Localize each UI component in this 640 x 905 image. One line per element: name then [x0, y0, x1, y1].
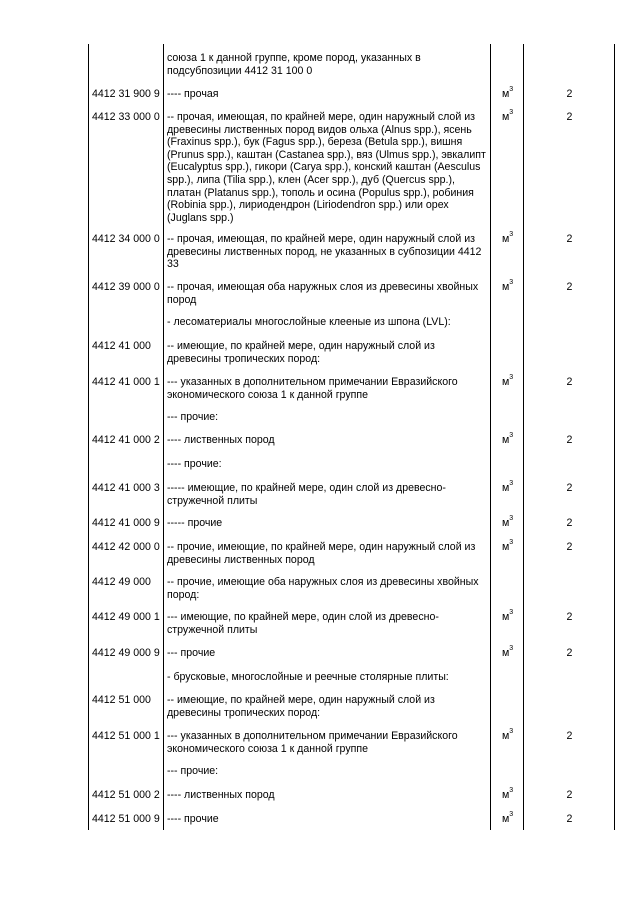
column-divider-code-desc [163, 44, 164, 830]
duty-rate: 2 [566, 434, 573, 446]
tnved-code: 4412 51 000 9 [92, 813, 160, 825]
tnved-code: 4412 49 000 [92, 576, 151, 588]
unit-superscript: 3 [509, 374, 514, 382]
tnved-code: 4412 33 000 0 [92, 111, 160, 123]
unit-superscript: 3 [509, 515, 514, 523]
unit-of-measure [502, 789, 522, 802]
unit-of-measure [502, 434, 522, 447]
tnved-code: 4412 42 000 0 [92, 541, 160, 553]
duty-rate: 2 [566, 611, 573, 623]
goods-description: - лесоматериалы многослойные клееные из шпона (LVL): [167, 316, 451, 328]
unit-of-measure [502, 647, 522, 660]
unit-of-measure [502, 88, 522, 101]
unit-base: м [502, 789, 510, 801]
goods-description: --- прочие: [167, 411, 219, 423]
unit-base: м [502, 233, 510, 245]
unit-base: м [502, 111, 510, 123]
unit-superscript: 3 [509, 539, 514, 547]
unit-base: м [502, 434, 510, 446]
unit-superscript: 3 [509, 480, 514, 488]
unit-of-measure [502, 281, 522, 294]
unit-base: м [502, 541, 510, 553]
unit-of-measure [502, 541, 522, 554]
goods-description: -- имеющие, по крайней мере, один наружный слой из древесины тропических пород: [167, 694, 435, 719]
goods-description: --- указанных в дополнительном примечании Евразийского экономического союза 1 к данной группе [167, 376, 458, 401]
unit-superscript: 3 [509, 787, 514, 795]
goods-description: --- прочие [167, 647, 216, 659]
unit-superscript: 3 [509, 432, 514, 440]
tnved-code: 4412 39 000 0 [92, 281, 160, 293]
unit-base: м [502, 517, 510, 529]
column-divider-desc-unit [490, 44, 491, 830]
duty-rate: 2 [566, 813, 573, 825]
tnved-code: 4412 34 000 0 [92, 233, 160, 245]
unit-base: м [502, 813, 510, 825]
unit-of-measure [502, 111, 522, 124]
unit-base: м [502, 376, 510, 388]
goods-description: ---- прочие [167, 813, 219, 825]
tnved-code: 4412 51 000 1 [92, 730, 160, 742]
unit-superscript: 3 [509, 811, 514, 819]
duty-rate: 2 [566, 482, 573, 494]
duty-rate: 2 [566, 88, 573, 100]
unit-superscript: 3 [509, 279, 514, 287]
tnved-code: 4412 41 000 9 [92, 517, 160, 529]
tnved-code: 4412 41 000 [92, 340, 151, 352]
unit-of-measure [502, 376, 522, 389]
duty-rate: 2 [566, 730, 573, 742]
goods-description: - брусковые, многослойные и реечные столярные плиты: [167, 671, 449, 683]
unit-superscript: 3 [509, 86, 514, 94]
goods-description: -- прочая, имеющая, по крайней мере, один наружный слой из древесины лиственных пород, не указанных в субпозиции 4412 33 [167, 233, 482, 271]
duty-rate: 2 [566, 517, 573, 529]
tnved-code: 4412 31 900 9 [92, 88, 160, 100]
goods-description: -- прочие, имеющие, по крайней мере, один наружный слой из древесины лиственных пород [167, 541, 476, 566]
unit-base: м [502, 482, 510, 494]
unit-of-measure [502, 813, 522, 826]
unit-of-measure [502, 482, 522, 495]
goods-description: ---- прочая [167, 88, 219, 100]
table-left-border [88, 44, 89, 830]
unit-of-measure [502, 730, 522, 743]
duty-rate: 2 [566, 111, 573, 123]
tnved-code: 4412 41 000 1 [92, 376, 160, 388]
duty-rate: 2 [566, 281, 573, 293]
goods-description: -- прочие, имеющие оба наружных слоя из древесины хвойных пород: [167, 576, 479, 601]
goods-description: ---- лиственных пород [167, 789, 275, 801]
goods-description: союза 1 к данной группе, кроме пород, указанных в подсубпозиции 4412 31 100 0 [167, 52, 421, 77]
goods-description: ----- имеющие, по крайней мере, один слой из древесно-стружечной плиты [167, 482, 446, 507]
tnved-code: 4412 51 000 [92, 694, 151, 706]
unit-base: м [502, 88, 510, 100]
unit-superscript: 3 [509, 609, 514, 617]
duty-rate: 2 [566, 647, 573, 659]
goods-description: --- указанных в дополнительном примечании Евразийского экономического союза 1 к данной группе [167, 730, 458, 755]
unit-superscript: 3 [509, 645, 514, 653]
goods-description: -- прочая, имеющая оба наружных слоя из древесины хвойных пород [167, 281, 479, 306]
unit-superscript: 3 [509, 728, 514, 736]
tnved-code: 4412 49 000 9 [92, 647, 160, 659]
tnved-code: 4412 49 000 1 [92, 611, 160, 623]
goods-description: --- прочие: [167, 765, 219, 777]
duty-rate: 2 [566, 541, 573, 553]
unit-base: м [502, 611, 510, 623]
unit-of-measure [502, 517, 522, 530]
tnved-code: 4412 51 000 2 [92, 789, 160, 801]
goods-description: ----- прочие [167, 517, 223, 529]
unit-superscript: 3 [509, 109, 514, 117]
duty-rate: 2 [566, 789, 573, 801]
tnved-code: 4412 41 000 2 [92, 434, 160, 446]
unit-superscript: 3 [509, 231, 514, 239]
unit-base: м [502, 281, 510, 293]
goods-description: ---- лиственных пород [167, 434, 275, 446]
unit-base: м [502, 730, 510, 742]
duty-rate: 2 [566, 376, 573, 388]
unit-of-measure [502, 611, 522, 624]
goods-description: -- прочая, имеющая, по крайней мере, один наружный слой из древесины лиственных пород видов ольха (Alnus spp.), ясень (Fraxinus spp.), бук (Fagus spp.), береза (Betula spp.), вишня (Prunus spp.), каштан (Castanea spp.), вяз (Ulmus spp.), эвкалипт (Eucalyptus spp.), гикори (Carya spp.), конский каштан (Aesculus spp.), липа (Tilia spp.), клен (Acer spp.), дуб (Quercus spp.), платан (Platanus spp.), тополь и осина (Populus spp.), робиния (Robinia spp.), лириодендрон (Liriodendron spp.) или орех (Juglans spp.) [167, 111, 486, 224]
tnved-code: 4412 41 000 3 [92, 482, 160, 494]
goods-description: ---- прочие: [167, 458, 222, 470]
unit-base: м [502, 647, 510, 659]
goods-description: --- имеющие, по крайней мере, один слой из древесно-стружечной плиты [167, 611, 439, 636]
unit-of-measure [502, 233, 522, 246]
goods-description: -- имеющие, по крайней мере, один наружный слой из древесины тропических пород: [167, 340, 435, 365]
duty-rate: 2 [566, 233, 573, 245]
